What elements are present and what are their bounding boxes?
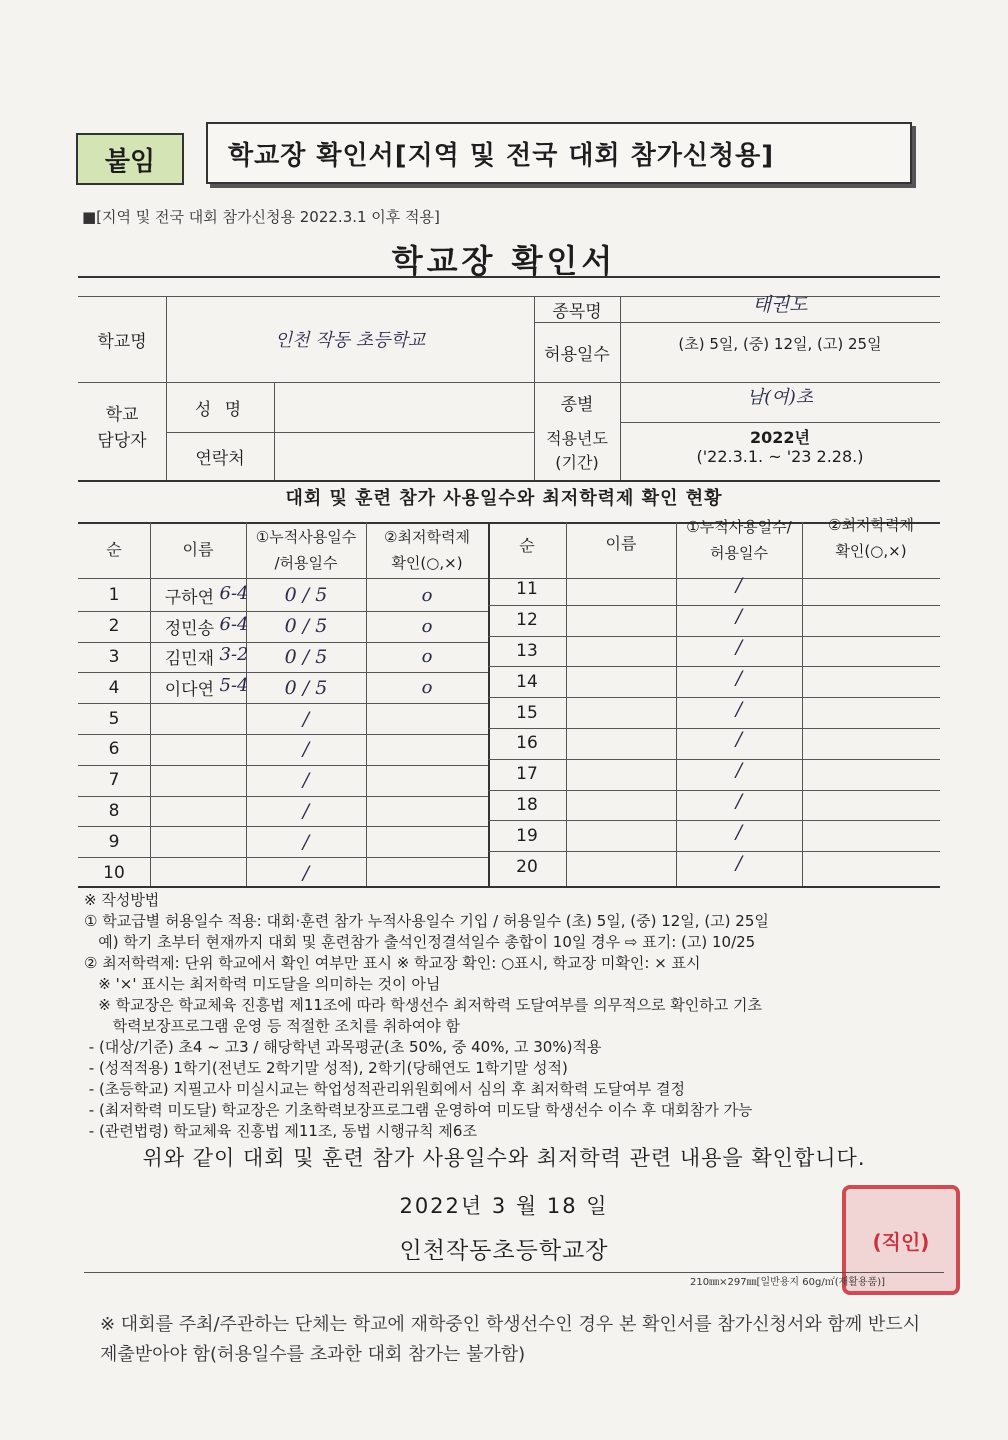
student-name[interactable] (150, 796, 214, 827)
instruction-line: - (대상/기준) 초4 ~ 고3 / 해당학년 과목평균(초 50%, 중 40%, 고 30%)적용 (84, 1038, 602, 1056)
staff-name-value[interactable] (274, 382, 534, 432)
days-label: 허용일수 (544, 344, 610, 365)
row-number: 7 (108, 770, 120, 791)
academic-check[interactable]: o (421, 615, 433, 637)
header-no-right: 순 (519, 535, 535, 555)
student-name[interactable]: 이다연 (164, 680, 214, 701)
instruction-line: - (관련법령) 학교체육 진흥법 제11조, 동법 시행규칙 제6조 (84, 1122, 477, 1140)
student-name[interactable] (150, 857, 214, 888)
academic-check[interactable] (366, 796, 488, 827)
academic-check[interactable] (802, 574, 940, 605)
usage-days[interactable]: 0 / 5 (284, 615, 328, 638)
row-number: 2 (108, 616, 120, 637)
staff-contact-value[interactable] (274, 432, 534, 480)
usage-days[interactable]: 0 / 5 (284, 645, 328, 668)
student-grade[interactable]: 5-4 (219, 675, 249, 697)
academic-check[interactable] (802, 636, 940, 667)
applied-note: ■[지역 및 전국 대회 참가신청용 2022.3.1 이후 적용] (82, 208, 440, 226)
student-name[interactable] (566, 574, 676, 605)
academic-check[interactable] (802, 666, 940, 697)
academic-check[interactable] (802, 605, 940, 636)
staff-name-label: 성 명 (194, 399, 246, 420)
row-number: 6 (108, 739, 120, 760)
instruction-line: ※ 작성방법 (84, 891, 160, 909)
academic-check[interactable]: o (421, 677, 433, 699)
confirmation-statement: 위와 같이 대회 및 훈련 참가 사용일수와 최저학력 관련 내용을 확인합니다. (142, 1146, 866, 1170)
usage-days[interactable]: / (302, 830, 310, 853)
staff-contact-label: 연락처 (195, 448, 245, 469)
student-grade[interactable]: 6-4 (219, 613, 249, 635)
header-check-left-2: 확인(○,×) (391, 553, 463, 572)
gender-label: 종별 (560, 394, 594, 415)
student-name[interactable]: 정민송 (164, 618, 214, 639)
instruction-line: - (최저학력 미도달) 학교장은 기초학력보장프로그램 운영하여 미도달 학생선수 이수 후 대회참가 가능 (84, 1101, 753, 1119)
paper-size-note: 210㎜×297㎜[일반용지 60g/㎡(재활용품)] (690, 1277, 886, 1288)
row-number: 12 (516, 610, 538, 631)
writing-instructions (84, 890, 944, 1142)
days-value: (초) 5일, (중) 12일, (고) 25일 (678, 334, 882, 353)
academic-check[interactable]: o (421, 646, 433, 668)
usage-days[interactable]: / (735, 789, 743, 812)
issue-date: 2022년 3 월 18 일 (399, 1194, 609, 1218)
usage-days[interactable]: / (302, 738, 310, 761)
student-name[interactable]: 김민재 (164, 649, 214, 670)
attachment-tag: 붙임 (76, 133, 184, 185)
sport-value: 태권도 (752, 293, 808, 316)
student-name[interactable] (566, 851, 676, 882)
year-value: 2022년 (750, 427, 810, 447)
usage-days[interactable]: / (735, 759, 743, 782)
header-usage-left-2: /허용일수 (274, 553, 338, 572)
document-title-box (206, 122, 912, 184)
document-title: 학교장 확인서[지역 및 전국 대회 참가신청용] (228, 140, 775, 171)
usage-days[interactable]: 0 / 5 (284, 676, 328, 699)
student-name[interactable] (150, 703, 214, 734)
row-number: 18 (516, 794, 538, 815)
row-number: 20 (516, 856, 538, 877)
header-usage-right-1: ①누적사용일수/ (686, 517, 792, 536)
header-no-left: 순 (106, 539, 122, 559)
usage-days[interactable]: 0 / 5 (284, 584, 328, 607)
instruction-line: 학력보장프로그램 운영 등 적절한 조치를 취하여야 함 (84, 1017, 460, 1035)
academic-check[interactable] (366, 703, 488, 734)
usage-days[interactable]: / (735, 635, 743, 658)
usage-days[interactable]: / (735, 605, 743, 628)
student-name[interactable] (150, 765, 214, 796)
student-name[interactable] (566, 666, 676, 697)
academic-check[interactable] (802, 820, 940, 851)
header-check-left-1: ②최저학력제 (384, 527, 470, 546)
header-name-right: 이름 (605, 533, 637, 553)
row-number: 17 (516, 764, 538, 785)
student-name[interactable] (150, 826, 214, 857)
header-usage-left-1: ①누적사용일수 (255, 527, 357, 546)
academic-check[interactable] (366, 857, 488, 888)
row-number: 11 (516, 579, 538, 600)
academic-check[interactable] (802, 851, 940, 882)
usage-days[interactable]: / (735, 820, 743, 843)
header-name-left: 이름 (182, 539, 214, 559)
row-number: 8 (108, 800, 120, 821)
student-name[interactable] (566, 697, 676, 728)
academic-check[interactable] (802, 759, 940, 790)
usage-days[interactable]: / (735, 574, 743, 597)
academic-check[interactable] (802, 728, 940, 759)
usage-days[interactable]: / (302, 799, 310, 822)
row-number: 10 (103, 862, 125, 883)
year-label-line1: 적용년도 (546, 428, 608, 448)
school-label: 학교명 (97, 331, 147, 352)
usage-days[interactable]: / (302, 769, 310, 792)
instruction-line: 예) 학기 초부터 현재까지 대회 및 훈련참가 출석인정결석일수 총합이 10일 경우 ⇨ 표기: (고) 10/25 (84, 933, 756, 951)
usage-days[interactable]: / (735, 666, 743, 689)
footnote: ※ 대회를 주최/주관하는 단체는 학교에 재학중인 학생선수인 경우 본 확인서를 참가신청서와 함께 반드시 제출받아야 함(허용일수를 초과한 대회 참가는 불가함) (100, 1314, 921, 1365)
student-name[interactable] (566, 636, 676, 667)
header-check-right-1: ②최저학력제 (828, 515, 914, 534)
row-number: 15 (516, 702, 538, 723)
year-label-line2: (기간) (555, 452, 599, 472)
gender-value: 남(여)초 (746, 387, 814, 408)
row-number: 4 (108, 677, 120, 698)
staff-label-line2: 담당자 (97, 430, 147, 451)
student-grade[interactable]: 6-4 (219, 582, 249, 604)
academic-check[interactable]: o (421, 584, 433, 606)
instruction-line: ② 최저학력제: 단위 학교에서 확인 여부만 표시 ※ 학교장 확인: ○표시, 학교장 미확인: × 표시 (84, 954, 701, 972)
student-name[interactable] (566, 759, 676, 790)
student-name[interactable] (566, 605, 676, 636)
usage-days[interactable]: / (735, 728, 743, 751)
student-name[interactable]: 구하연 (164, 587, 214, 608)
usage-days[interactable]: / (735, 697, 743, 720)
staff-label-line1: 학교 (105, 404, 139, 425)
row-number: 19 (516, 825, 538, 846)
instruction-line: ① 학교급별 허용일수 적용: 대회·훈련 참가 누적사용일수 기입 / 허용일수 (초) 5일, (중) 12일, (고) 25일 (84, 912, 769, 930)
main-title: 학교장 확인서 (391, 242, 617, 280)
academic-check[interactable] (366, 826, 488, 857)
row-number: 3 (108, 646, 120, 667)
row-number: 13 (516, 640, 538, 661)
instruction-line: - (초등학교) 지필고사 미실시교는 학업성적관리위원회에서 심의 후 최저학력 도달여부 결정 (84, 1080, 685, 1098)
seal-text: (직인) (872, 1229, 930, 1254)
academic-check[interactable] (802, 697, 940, 728)
row-number: 16 (516, 733, 538, 754)
student-name[interactable] (150, 734, 214, 765)
school-value: 인천 작동 초등학교 (274, 330, 426, 351)
row-number: 14 (516, 671, 538, 692)
usage-days[interactable]: / (735, 851, 743, 874)
student-grade[interactable]: 3-2 (219, 644, 249, 666)
roster-title: 대회 및 훈련 참가 사용일수와 최저학력제 확인 현황 (285, 488, 723, 509)
usage-days[interactable]: / (302, 861, 310, 884)
row-number: 9 (108, 831, 120, 852)
student-name[interactable] (566, 728, 676, 759)
header-usage-right-2: 허용일수 (710, 543, 768, 562)
academic-check[interactable] (802, 790, 940, 821)
sport-label: 종목명 (552, 301, 602, 322)
academic-check[interactable] (366, 734, 488, 765)
instruction-line: - (성적적용) 1학기(전년도 2학기말 성적), 2학기(당해연도 1학기말 성적) (84, 1059, 568, 1077)
row-number: 1 (108, 585, 120, 606)
usage-days[interactable]: / (302, 707, 310, 730)
student-name[interactable] (566, 820, 676, 851)
instruction-line: ※ 학교장은 학교체육 진흥법 제11조에 따라 학생선수 최저학력 도달여부를 의무적으로 확인하고 기초 (84, 996, 763, 1014)
instruction-line: ※ '×' 표시는 최저학력 미도달을 의미하는 것이 아님 (84, 975, 441, 993)
principal-signature-line: 인천작동초등학교장 (399, 1238, 609, 1264)
header-check-right-2: 확인(○,×) (835, 541, 907, 560)
student-name[interactable] (566, 790, 676, 821)
academic-check[interactable] (366, 765, 488, 796)
row-number: 5 (108, 708, 120, 729)
period-value: ('22.3.1. ~ '23 2.28.) (696, 446, 864, 466)
